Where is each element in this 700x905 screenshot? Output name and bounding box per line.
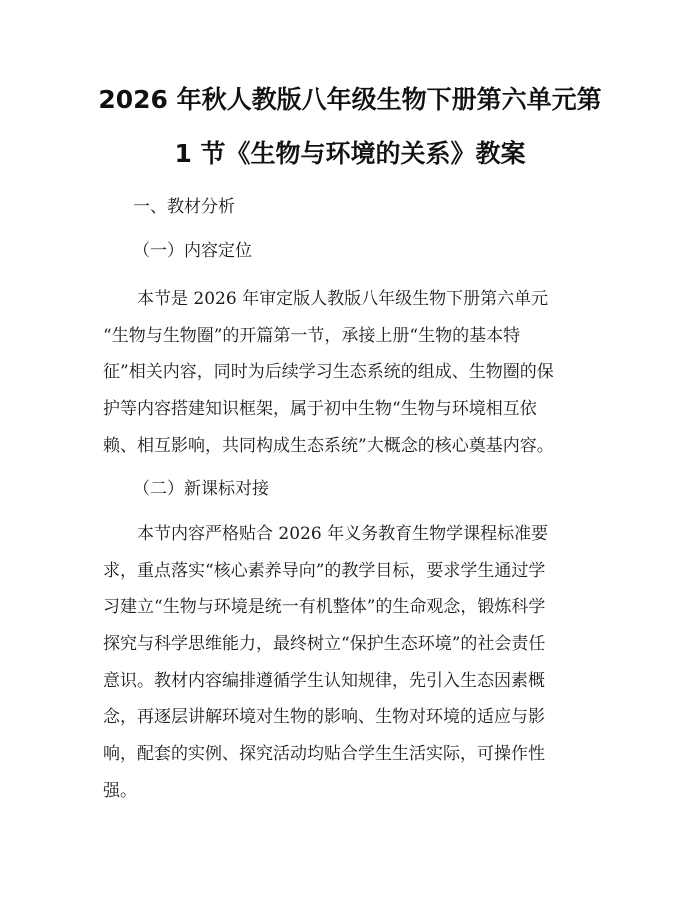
paragraph-line: 意识。教材内容编排遵循学生认知规律，先引入生态因素概 — [103, 670, 545, 691]
paragraph-line: 习建立“生物与环境是统一有机整体”的生命观念，锻炼科学 — [103, 597, 546, 618]
paragraph-line: 护等内容搭建知识框架，属于初中生物“生物与环境相互依 — [103, 399, 537, 420]
paragraph-line: 强。 — [103, 780, 137, 801]
document-title-line-1: 2026 年秋人教版八年级生物下册第六单元第 — [98, 85, 602, 114]
paragraph-line: 征”相关内容，同时为后续学习生态系统的组成、生物圈的保 — [103, 362, 554, 383]
paragraph-line: 本节内容严格贴合 2026 年义务教育生物学课程标准要 — [137, 524, 549, 544]
subsection-heading-content-positioning: （一）内容定位 — [133, 241, 252, 261]
paragraph-line: 赖、相互影响，共同构成生态系统”大概念的核心奠基内容。 — [103, 435, 554, 456]
document-title-line-2: 1 节《生物与环境的关系》教案 — [174, 139, 526, 168]
paragraph-line: 响，配套的实例、探究活动均贴合学生生活实际，可操作性 — [103, 744, 545, 765]
subsection-heading-curriculum-alignment: （二）新课标对接 — [133, 479, 269, 499]
paragraph-line: 念，再逐层讲解环境对生物的影响、生物对环境的适应与影 — [103, 707, 545, 728]
paragraph-curriculum-alignment — [103, 516, 603, 810]
paragraph-line: 求，重点落实“核心素养导向”的教学目标，要求学生通过学 — [103, 560, 546, 581]
paragraph-line: 本节是 2026 年审定版人教版八年级生物下册第六单元 — [137, 289, 549, 309]
paragraph-line: “生物与生物圈”的开篇第一节，承接上册“生物的基本特 — [103, 325, 521, 346]
paragraph-line: 探究与科学思维能力，最终树立“保护生态环境”的社会责任 — [103, 634, 546, 655]
section-heading-textbook-analysis: 一、教材分析 — [133, 197, 235, 217]
paragraph-content-positioning — [103, 281, 603, 464]
